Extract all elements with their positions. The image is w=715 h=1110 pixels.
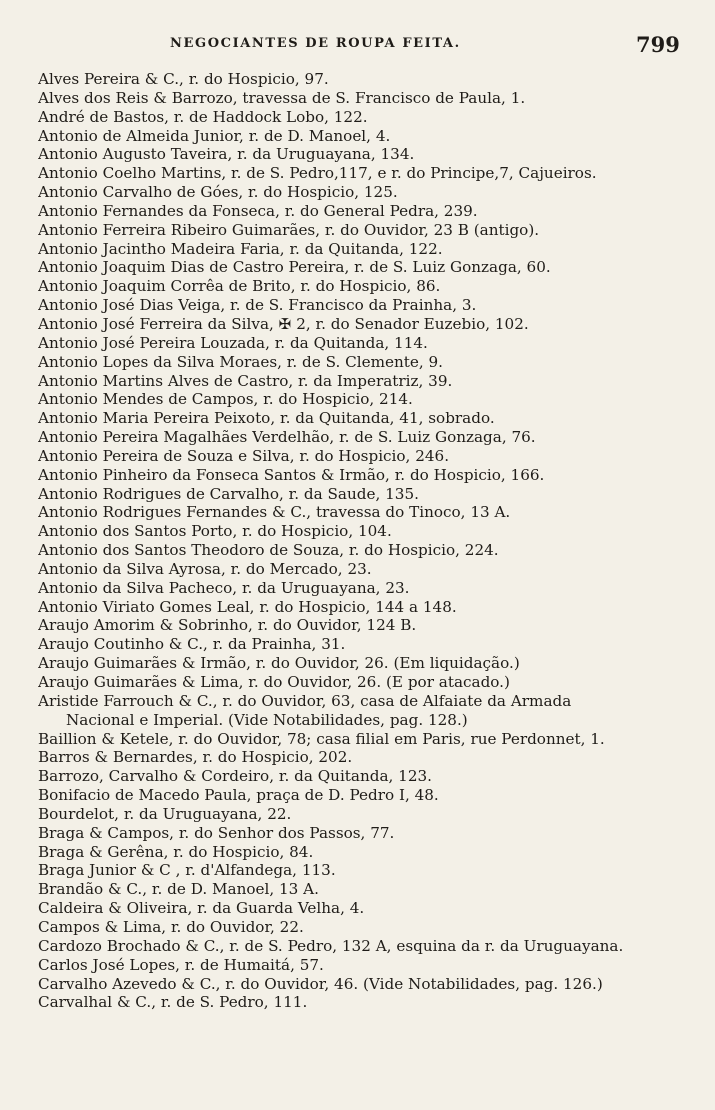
list-item: Antonio Joaquim Dias de Castro Pereira, r. de S. Luiz Gonzaga, 60. [38,258,551,277]
list-item: Braga Junior & C , r. d'Alfandega, 113. [38,861,336,880]
list-item: Antonio da Silva Ayrosa, r. do Mercado, 23. [38,559,372,578]
list-item: Braga & Gerêna, r. do Hospicio, 84. [38,842,314,861]
page-header [0,34,715,62]
list-item: Nacional e Imperial. (Vide Notabilidades, pag. 128.) [66,710,468,729]
list-item: Araujo Coutinho & C., r. da Prainha, 31. [38,635,346,654]
list-item: Carlos José Lopes, r. de Humaitá, 57. [38,955,324,974]
list-item: Antonio Lopes da Silva Moraes, r. de S. Clemente, 9. [38,352,443,371]
running-title: NEGOCIANTES DE ROUPA FEITA. [170,36,461,51]
list-item: Carvalho Azevedo & C., r. do Ouvidor, 46. (Vide Notabilidades, pag. 126.) [38,974,603,993]
list-item: Araujo Guimarães & Lima, r. do Ouvidor, 26. (E por atacado.) [38,673,510,691]
list-item: Antonio Pereira de Souza e Silva, r. do Hospicio, 246. [38,446,450,465]
list-item: Antonio Augusto Taveira, r. da Uruguayana, 134. [38,145,415,164]
merchant-list [38,70,703,1012]
list-item: Alves dos Reis & Barrozo, travessa de S. Francisco de Paula, 1. [38,88,526,107]
list-item: Braga & Campos, r. do Senhor dos Passos, 77. [38,823,395,842]
list-item: Antonio José Pereira Louzada, r. da Quitanda, 114. [38,333,428,352]
list-item: Antonio Pinheiro da Fonseca Santos & Irmão, r. do Hospicio, 166. [38,465,545,484]
list-item: Antonio Viriato Gomes Leal, r. do Hospicio, 144 a 148. [38,597,457,616]
list-item: Campos & Lima, r. do Ouvidor, 22. [38,917,304,936]
list-item: Baillion & Ketele, r. do Ouvidor, 78; casa filial em Paris, rue Perdonnet, 1. [38,729,605,748]
list-item: Antonio Rodrigues Fernandes & C., travessa do Tinoco, 13 A. [38,503,511,522]
list-item: Antonio Pereira Magalhães Verdelhão, r. de S. Luiz Gonzaga, 76. [38,428,536,447]
list-item: Antonio Rodrigues de Carvalho, r. da Saude, 135. [38,484,419,503]
page-number: 799 [636,32,680,57]
list-item: Antonio José Ferreira da Silva, ✠ 2, r. do Senador Euzebio, 102. [38,314,529,333]
list-item: Caldeira & Oliveira, r. da Guarda Velha, 4. [38,899,365,918]
list-item: Aristide Farrouch & C., r. do Ouvidor, 63, casa de Alfaiate da Armada [38,691,572,710]
list-item: Antonio Carvalho de Góes, r. do Hospicio, 125. [38,183,398,202]
list-item: Antonio Fernandes da Fonseca, r. do General Pedra, 239. [38,201,478,220]
list-item: Barrozo, Carvalho & Cordeiro, r. da Quitanda, 123. [38,767,432,786]
list-item: Antonio Jacintho Madeira Faria, r. da Quitanda, 122. [38,239,443,258]
list-item: Antonio Mendes de Campos, r. do Hospicio, 214. [38,390,413,409]
list-item: Bourdelot, r. da Uruguayana, 22. [38,804,292,823]
list-item: Antonio José Dias Veiga, r. de S. Francisco da Prainha, 3. [38,296,477,315]
list-item: Araujo Guimarães & Irmão, r. do Ouvidor, 26. (Em liquidação.) [38,654,520,673]
list-item: Carvalhal & C., r. de S. Pedro, 111. [38,993,308,1012]
list-item: Barros & Bernardes, r. do Hospicio, 202. [38,748,353,767]
list-item: Bonifacio de Macedo Paula, praça de D. Pedro I, 48. [38,786,439,805]
list-item: André de Bastos, r. de Haddock Lobo, 122. [38,107,368,126]
list-item: Antonio Ferreira Ribeiro Guimarães, r. do Ouvidor, 23 B (antigo). [38,220,540,239]
list-item: Antonio Martins Alves de Castro, r. da Imperatriz, 39. [38,371,453,390]
list-item: Antonio Joaquim Corrêa de Brito, r. do Hospicio, 86. [38,277,441,296]
list-item: Antonio de Almeida Junior, r. de D. Manoel, 4. [38,126,391,145]
list-item: Antonio Maria Pereira Peixoto, r. da Quitanda, 41, sobrado. [38,409,495,428]
list-item: Alves Pereira & C., r. do Hospicio, 97. [38,70,329,88]
list-item: Araujo Amorim & Sobrinho, r. do Ouvidor, 124 B. [38,616,417,635]
list-item: Antonio da Silva Pacheco, r. da Uruguayana, 23. [38,578,410,597]
list-item: Cardozo Brochado & C., r. de S. Pedro, 132 A, esquina da r. da Uruguayana. [38,936,624,955]
list-item: Brandão & C., r. de D. Manoel, 13 A. [38,880,319,899]
list-item: Antonio dos Santos Porto, r. do Hospicio, 104. [38,522,392,541]
list-item: Antonio Coelho Martins, r. de S. Pedro,117, e r. do Principe,7, Cajueiros. [38,164,597,183]
list-item: Antonio dos Santos Theodoro de Souza, r. do Hospicio, 224. [38,541,499,560]
